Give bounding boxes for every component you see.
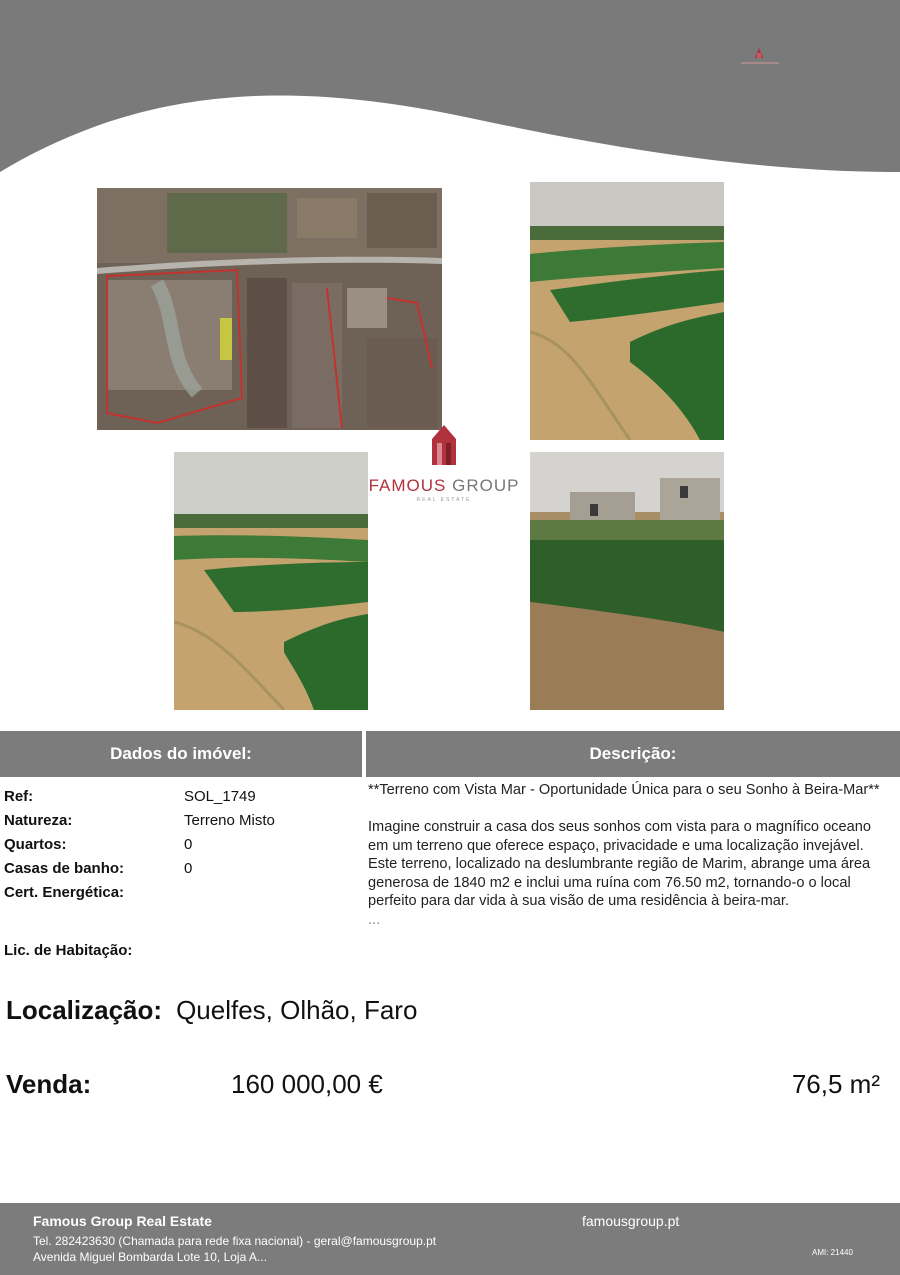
header-banner — [0, 0, 900, 175]
quartos-value: 0 — [184, 836, 193, 853]
brand-subtitle: REAL ESTATE — [416, 497, 472, 503]
casas-de-banho-label: Casas de banho: — [4, 860, 125, 877]
ref-row — [4, 788, 354, 808]
location — [6, 995, 417, 1026]
vegetable-field-photo-2 — [174, 452, 368, 710]
famous-group-watermark-logo — [368, 425, 520, 503]
description-body: Imagine construir a casa dos seus sonhos com vista para o magnífico oceano em um terreno que oferece espaço, privacidade e uma localização invejável. Este terreno, localizado na deslumbrante região de Marim, abrange uma área generosa de 1840 m2 e inclui uma ruína com 76.50 m2, tornando-o o local perfeito para dar vida à sua visão de uma residência à beira-mar. — [368, 819, 871, 909]
cert-energetica-row — [4, 884, 354, 904]
description-header: Descrição: — [366, 731, 900, 777]
natureza-value: Terreno Misto — [184, 812, 275, 829]
lic-habitacao-label: Lic. de Habitação: — [4, 942, 133, 959]
footer-contact: Tel. 282423630 (Chamada para rede fixa nacional) - geral@famousgroup.pt — [33, 1234, 437, 1248]
lic-habitacao-row — [4, 942, 354, 962]
famous-group-logo-icon — [735, 44, 785, 68]
ruin-field-photo — [530, 452, 724, 710]
casas-de-banho-row — [4, 860, 354, 880]
famous-group-logo-icon — [424, 425, 464, 469]
description-more: ... — [368, 911, 381, 928]
property-data-header: Dados do imóvel: — [0, 731, 362, 777]
description-headline: **Terreno com Vista Mar - Oportunidade Única para o seu Sonho à Beira-Mar** — [368, 782, 880, 798]
footer — [0, 1203, 900, 1275]
sale-price: 160 000,00 € — [231, 1069, 383, 1099]
location-value: Quelfes, Olhão, Faro — [176, 995, 418, 1025]
footer-company: Famous Group Real Estate — [33, 1213, 212, 1229]
cert-energetica-label: Cert. Energética: — [4, 884, 125, 901]
footer-ami: AMI: 21440 — [812, 1248, 853, 1257]
description-text — [368, 781, 890, 929]
aerial-map-photo — [97, 188, 442, 430]
quartos-label: Quartos: — [4, 836, 67, 853]
casas-de-banho-value: 0 — [184, 860, 193, 877]
quartos-row — [4, 836, 354, 856]
natureza-label: Natureza: — [4, 812, 73, 829]
footer-address: Avenida Miguel Bombarda Lote 10, Loja A... — [33, 1250, 267, 1264]
sale-label: Venda: — [6, 1069, 92, 1099]
footer-website-link[interactable]: famousgroup.pt — [582, 1213, 680, 1229]
ref-value: SOL_1749 — [184, 788, 256, 805]
natureza-row — [4, 812, 354, 832]
location-label: Localização: — [6, 995, 163, 1025]
vegetable-field-photo-1 — [530, 182, 724, 440]
property-area: 76,5 m² — [791, 1069, 880, 1099]
ref-label: Ref: — [4, 788, 34, 805]
brand-name: FAMOUS GROUP — [368, 476, 520, 495]
